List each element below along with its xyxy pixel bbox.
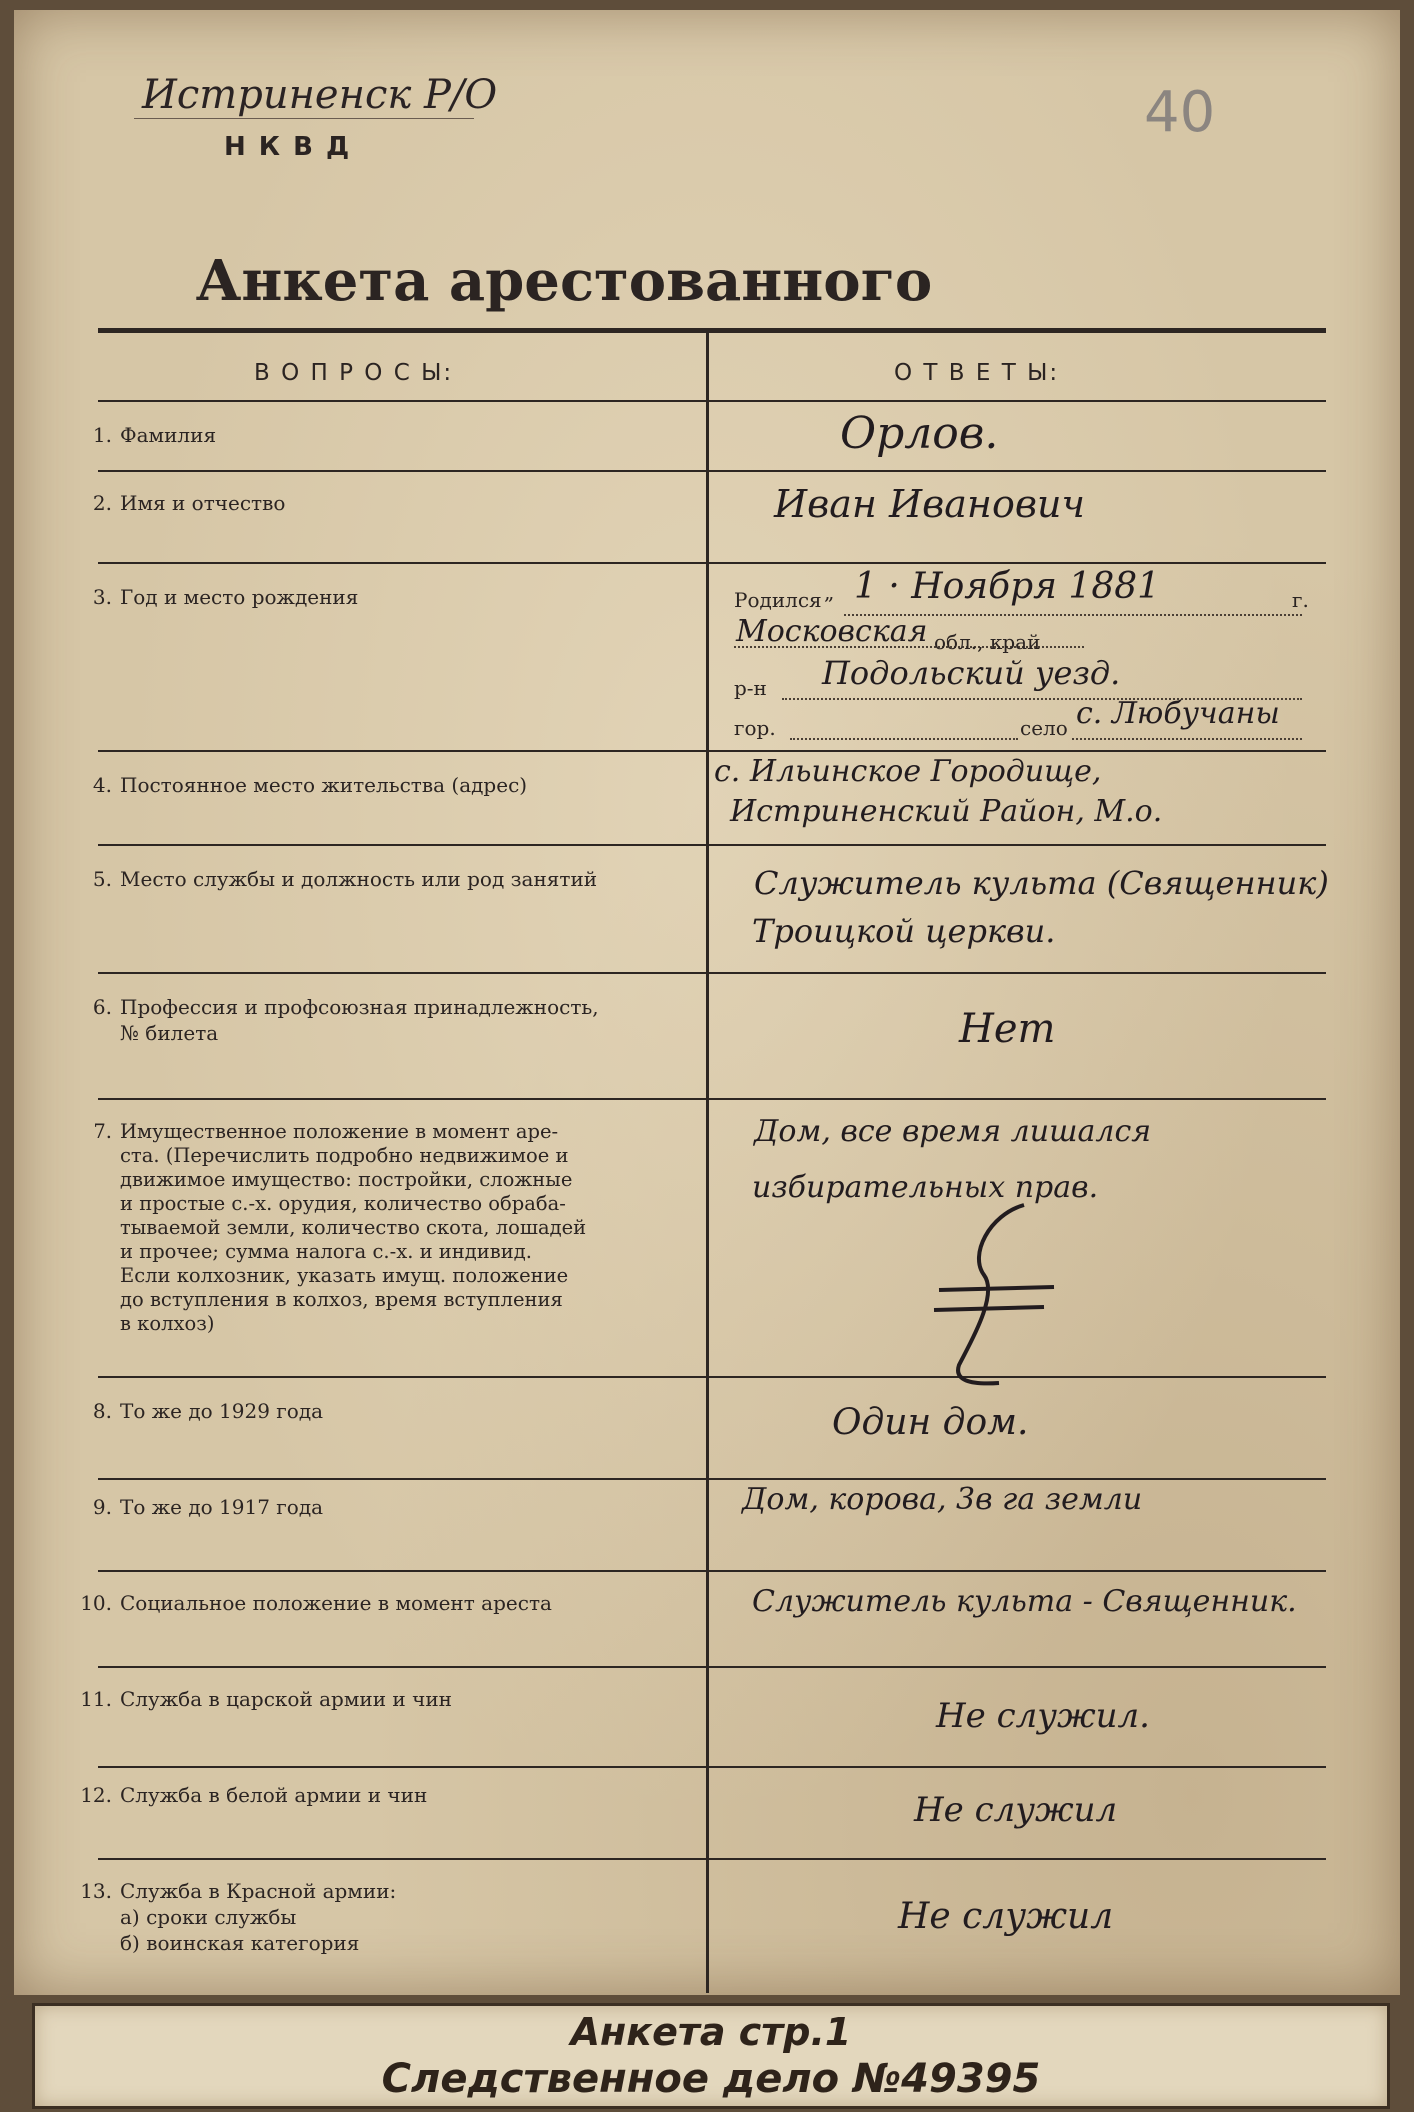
answer-residence-line2: Истриненский Район, М.о. — [730, 794, 1163, 829]
question-11: 11. Служба в царской армии и чин — [80, 1687, 453, 1711]
archive-caption — [32, 2003, 1390, 2109]
answer-property-1917: Дом, корова, 3в га земли — [742, 1482, 1143, 1517]
a-rule — [709, 1570, 1326, 1572]
a-rule — [709, 562, 1326, 564]
answer-property-line2: избирательных прав. — [752, 1170, 1099, 1205]
answer-residence-line1: с. Ильинское Городище, — [714, 754, 1102, 789]
answer-white-army: Не служил — [914, 1790, 1118, 1830]
question-5: 5. Место службы и должность или род занятий — [92, 867, 598, 891]
answers-header: О Т В Е Т Ы: — [894, 360, 1060, 386]
q-rule — [98, 972, 706, 974]
a-rule — [709, 1858, 1326, 1860]
answer-occupation-line1: Служитель культа (Священник) — [754, 864, 1329, 902]
question-7: 7. Имущественное положение в момент аре- ста. (Перечислить подробно недвижимое и движимое имущество: постройки, сложные и простые с.-х. орудия, количество обраба- тываемой земли, количество скота, лошадей и прочее; сумма налога с.-х. и индивид. Если колхозник, указать имущ. положение до вступления в колхоз, время вступления в колхоз) — [93, 1120, 587, 1335]
born-label: Родился — [734, 588, 822, 612]
table-top-rule — [98, 328, 1326, 333]
question-8: 8. То же до 1929 года — [92, 1399, 324, 1423]
q-rule — [98, 1478, 706, 1480]
column-divider — [706, 333, 709, 1993]
handwritten-district: Истриненск Р/О — [142, 72, 498, 118]
question-1: 1. Фамилия — [92, 423, 217, 447]
q-rule — [98, 750, 706, 752]
answer-birth-date: 1 · Ноября 1881 — [854, 566, 1161, 607]
a-rule — [709, 1666, 1326, 1668]
a-rule — [709, 972, 1326, 974]
document-title: Анкета арестованного — [195, 248, 933, 314]
question-3: 3. Год и место рождения — [92, 585, 359, 609]
city-label: гор. — [734, 716, 776, 740]
oblast-label: обл., край — [934, 630, 1041, 654]
a-rule — [709, 750, 1326, 752]
answer-profession: Нет — [959, 1006, 1056, 1052]
rayon-label: р-н — [734, 676, 767, 700]
question-2: 2. Имя и отчество — [92, 491, 286, 515]
q-rule — [98, 1666, 706, 1668]
q-rule — [98, 470, 706, 472]
village-line — [1072, 738, 1302, 740]
a-rule — [709, 400, 1326, 402]
answer-social-status: Служитель культа - Священник. — [752, 1584, 1297, 1619]
question-13: 13. Служба в Красной армии: а) сроки службы б) воинская категория — [80, 1879, 397, 1955]
q-rule — [98, 562, 706, 564]
question-9: 9. То же до 1917 года — [92, 1495, 324, 1519]
answer-birth-village: с. Любучаны — [1076, 696, 1280, 731]
agency-label: Н К В Д — [224, 132, 352, 162]
caption-case-number: Следственное дело №49395 — [381, 2056, 1041, 2102]
a-rule — [709, 1766, 1326, 1768]
question-12: 12. Служба в белой армии и чин — [80, 1783, 428, 1807]
paper-sheet — [14, 10, 1400, 1995]
a-rule — [709, 1478, 1326, 1480]
page-number-pencil: 40 — [1144, 80, 1216, 145]
answer-property-line1: Дом, все время лишался — [754, 1114, 1152, 1149]
caption-page: Анкета стр.1 — [570, 2010, 852, 2054]
answer-birth-rayon: Подольский уезд. — [822, 654, 1121, 692]
answer-occupation-line2: Троицкой церкви. — [752, 912, 1056, 950]
q-rule — [98, 1858, 706, 1860]
q-rule — [98, 1570, 706, 1572]
answer-surname: Орлов. — [840, 408, 999, 459]
answer-name-patronymic: Иван Иванович — [774, 482, 1086, 526]
a-rule — [709, 844, 1326, 846]
q-rule — [98, 844, 706, 846]
question-10: 10. Социальное положение в момент ареста — [80, 1591, 552, 1615]
village-label: село — [1020, 716, 1068, 740]
question-4: 4. Постоянное место жительства (адрес) — [92, 773, 528, 797]
q-rule — [98, 400, 706, 402]
answer-property-1929: Один дом. — [832, 1402, 1029, 1443]
answer-red-army: Не служил — [898, 1896, 1114, 1937]
q-rule — [98, 1376, 706, 1378]
q-rule — [98, 1098, 706, 1100]
question-6: 6. Профессия и профсоюзная принадлежность, № билета — [92, 995, 599, 1045]
city-line — [790, 738, 1018, 740]
questions-header: В О П Р О С Ы: — [254, 360, 454, 386]
born-quote: „ — [824, 580, 835, 604]
answer-birth-oblast: Московская — [736, 614, 928, 649]
a-rule — [709, 1098, 1326, 1100]
year-suffix: г. — [1292, 588, 1309, 612]
a-rule — [709, 470, 1326, 472]
q-rule — [98, 1766, 706, 1768]
answer-tsarist-army: Не служил. — [936, 1696, 1150, 1736]
strike-mark-icon — [929, 1195, 1069, 1395]
district-underline — [134, 118, 474, 119]
